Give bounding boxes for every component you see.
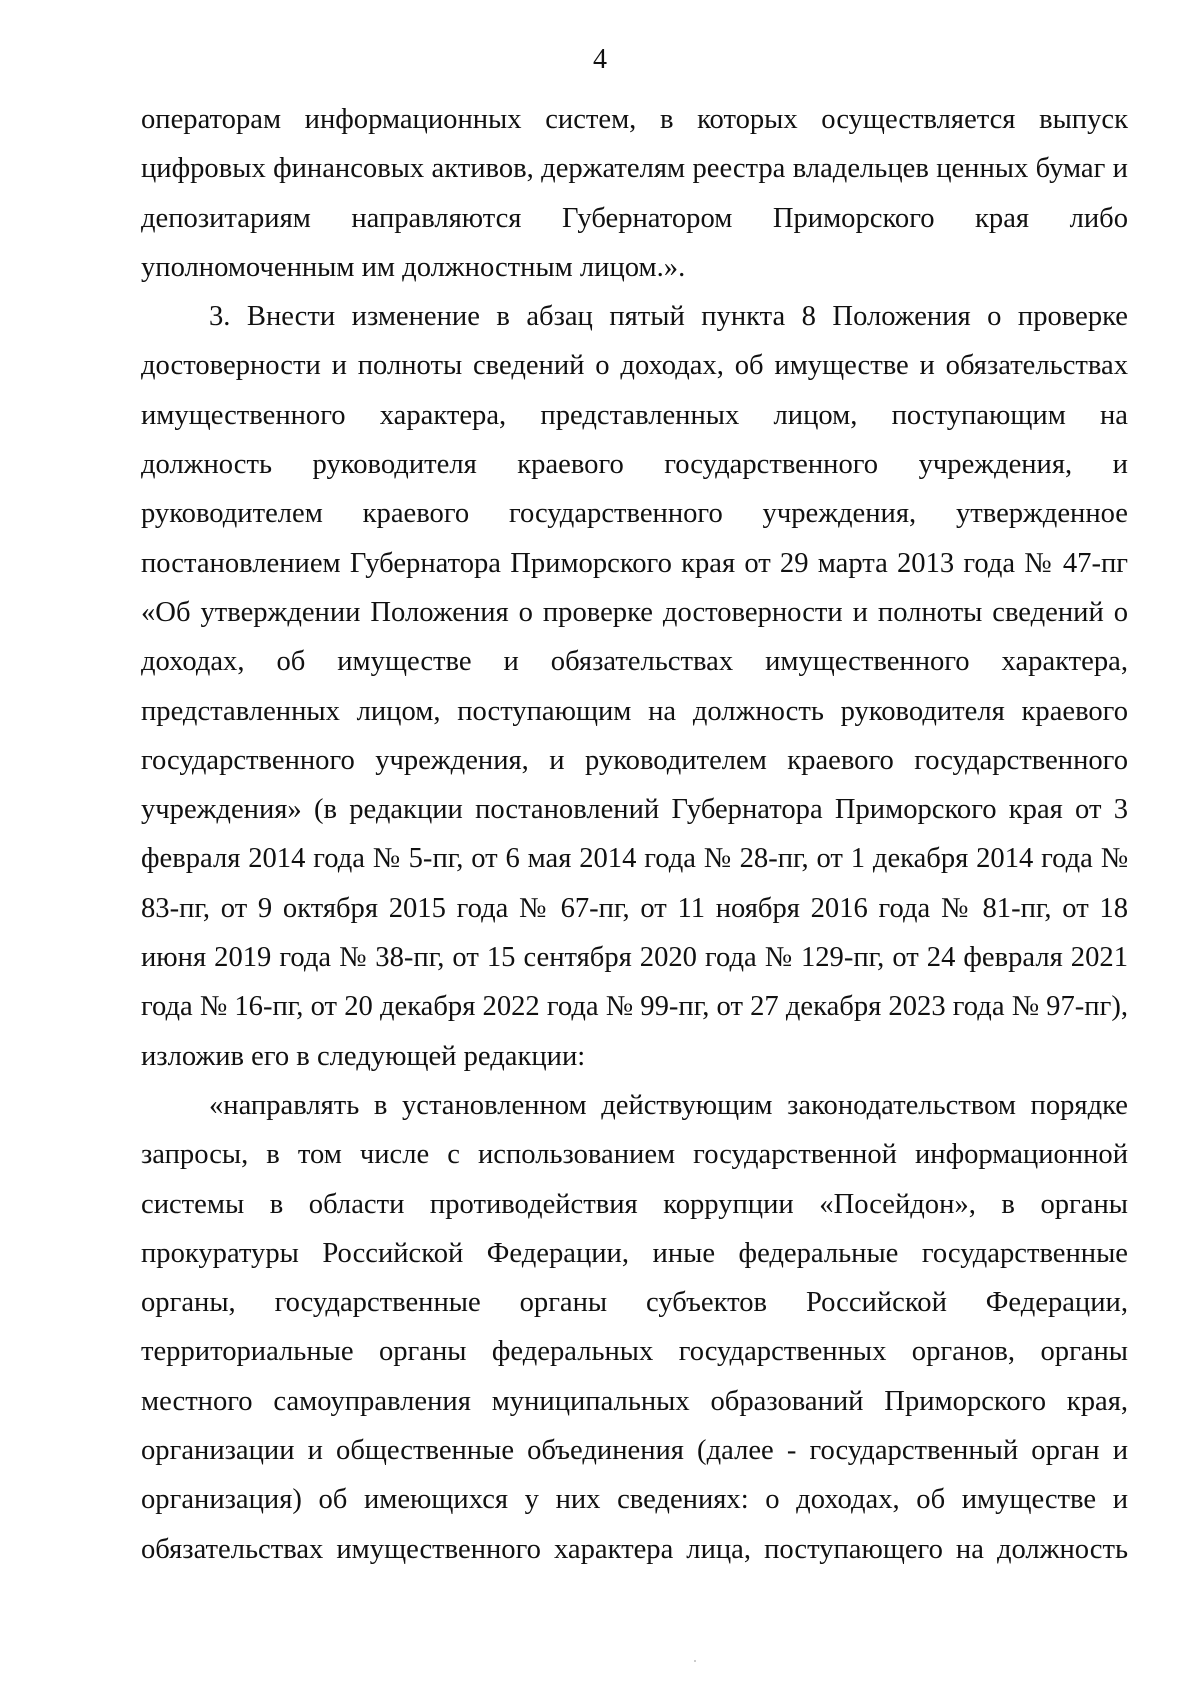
page-number: 4 — [593, 44, 607, 75]
document-body — [141, 95, 1128, 1574]
scan-artifact — [694, 1660, 696, 1662]
paragraph-continuation: операторам информационных систем, в которых осуществляется выпуск цифровых финансовых активов, держателям реестра владельцев ценных бумаг и депозитариям направляются Губернатором Приморского края либо уполномоченным им должностным лицом.». — [141, 104, 1128, 283]
paragraph-item-3: 3. Внести изменение в абзац пятый пункта 8 Положения о проверке достоверности и полноты сведений о доходах, об имуществе и обязательствах имущественного характера, представленных лицом, поступающим на должность руководителя краевого государственного учреждения, и руководителем краевого государственного учреждения, утвержденное постановлением Губернатора Приморского края от 29 марта 2013 года № 47-пг «Об утверждении Положения о проверке достоверности и полноты сведений о доходах, об имуществе и обязательствах имущественного характера, представленных лицом, поступающим на должность руководителя краевого государственного учреждения, и руководителем краевого государственного учреждения» (в редакции постановлений Губернатора Приморского края от 3 февраля 2014 года № 5-пг, от 6 мая 2014 года № 28-пг, от 1 декабря 2014 года № 83-пг, от 9 октября 2015 года № 67-пг, от 11 ноября 2016 года № 81-пг, от 18 июня 2019 года № 38-пг, от 15 сентября 2020 года № 129-пг, от 24 февраля 2021 года № 16-пг, от 20 декабря 2022 года № 99-пг, от 27 декабря 2023 года № 97-пг), изложив его в следующей редакции: — [141, 301, 1128, 1072]
paragraph-quoted-amendment: «направлять в установленном действующим законодательством порядке запросы, в том числе с использованием государственной информационной системы в области противодействия коррупции «Посейдон», в органы прокуратуры Российской Федерации, иные федеральные государственные органы, государственные органы субъектов Российской Федерации, территориальные органы федеральных государственных органов, органы местного самоуправления муниципальных образований Приморского края, организации и общественные объединения (далее - государственный орган и организация) об имеющихся у них сведениях: о доходах, об имуществе и обязательствах имущественного характера лица, поступающего на должность — [141, 1089, 1128, 1565]
